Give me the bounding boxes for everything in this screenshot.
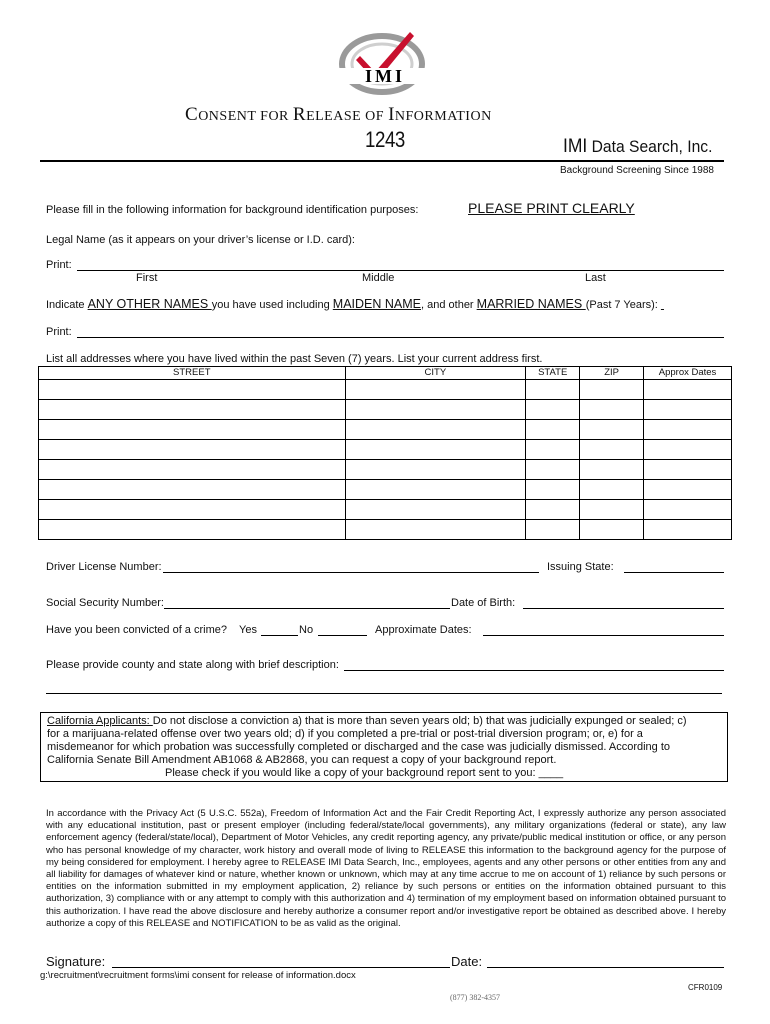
other-names-label: Indicate ANY OTHER NAMES you have used including MAIDEN NAME, and other MARRIED NAMES (Past 7 Years): (46, 297, 661, 311)
ssn-label: Social Security Number: (46, 597, 164, 609)
address-cell-dates[interactable] (644, 480, 732, 500)
print-label: Print: (46, 259, 72, 271)
address-cell-city[interactable] (345, 380, 526, 400)
issuing-state-field[interactable] (624, 572, 724, 573)
signature-date-label: Date: (451, 954, 483, 969)
address-cell-state[interactable] (526, 420, 580, 440)
address-cell-dates[interactable] (644, 380, 732, 400)
phone-number: (877) 382-4357 (450, 993, 500, 1002)
address-row (39, 500, 732, 520)
address-cell-street[interactable] (39, 400, 346, 420)
address-row (39, 400, 732, 420)
middle-name-caption: Middle (362, 272, 395, 284)
first-name-caption: First (136, 272, 158, 284)
copy-request-checkbox-line[interactable]: Please check if you would like a copy of your background report sent to you: ____ (165, 767, 564, 779)
address-cell-street[interactable] (39, 440, 346, 460)
logo-text: IMI (365, 66, 405, 86)
address-cell-state[interactable] (526, 460, 580, 480)
county-description-label: Please provide county and state along with brief description: (46, 659, 339, 671)
column-approx-dates: Approx Dates (644, 367, 732, 380)
signature-field[interactable] (112, 967, 450, 968)
address-cell-dates[interactable] (644, 460, 732, 480)
address-cell-street[interactable] (39, 420, 346, 440)
dob-field[interactable] (523, 608, 724, 609)
address-cell-zip[interactable] (580, 520, 644, 540)
address-row (39, 440, 732, 460)
address-cell-city[interactable] (345, 520, 526, 540)
company-tagline: Background Screening Since 1988 (560, 165, 714, 176)
address-table (38, 366, 732, 540)
address-cell-street[interactable] (39, 480, 346, 500)
address-cell-dates[interactable] (644, 420, 732, 440)
address-cell-state[interactable] (526, 400, 580, 420)
form-number: 1243 (365, 127, 405, 152)
print-clearly-note: PLEASE PRINT CLEARLY (468, 200, 635, 216)
authorization-paragraph: In accordance with the Privacy Act (5 U.S.C. 552a), Freedom of Information Act and the Fair Credit Reporting Act, I expressly authorize any person associated with any educational institution, past or present employer (including federal/state/local governments), any military organizations (federal or state), any law enforcement agency (federal/state/local), Department of Motor Vehicles, any credit reporting agency, any private/public medical institution or office, or any person who has personal knowledge of my character, work history and overall mode of living to RELEASE this information to the background agency for the purpose of my being considered for employment. I hereby agree to RELEASE IMI Data Search, Inc., employees, agents and any other persons or other entities from any and all liability for damages of whatever kind or nature, whether known or unknown, which may at any time accrue to me on account of 1) reliance by such persons or entities on the information submitted in my employment application, 2) reliance by such persons or entities on the information obtained pursuant to this authorization, 3) compliance with or any attempt to comply with this authorization and 4) termination of my employment based on information obtained pursuant to this authorization. I have read the above disclosure and hereby authorize a consumer report and/or investigative report be obtained as described above. I hereby authorize a copy of this RELEASE and NOTIFICATION to be as valid as the original. (46, 808, 726, 929)
approximate-dates-label: Approximate Dates: (375, 624, 472, 636)
address-row (39, 460, 732, 480)
conviction-yes-field[interactable] (261, 635, 298, 636)
county-description-field[interactable] (344, 670, 724, 671)
last-name-caption: Last (585, 272, 606, 284)
legal-name-label: Legal Name (as it appears on your driver’s license or I.D. card): (46, 234, 355, 246)
file-path: g:\recruitment\recruitment forms\imi consent for release of information.docx (40, 970, 356, 981)
conviction-question: Have you been convicted of a crime? (46, 624, 227, 636)
column-zip: ZIP (580, 367, 644, 380)
address-cell-dates[interactable] (644, 400, 732, 420)
address-cell-city[interactable] (345, 440, 526, 460)
column-state: STATE (526, 367, 580, 380)
address-cell-city[interactable] (345, 460, 526, 480)
conviction-no-field[interactable] (318, 635, 367, 636)
other-names-print-label: Print: (46, 326, 72, 338)
conviction-no-label: No (299, 624, 314, 636)
instructions-text: Please fill in the following information for background identification purposes: (46, 204, 419, 216)
form-code: CFR0109 (688, 983, 723, 992)
driver-license-field[interactable] (163, 572, 539, 573)
address-cell-state[interactable] (526, 440, 580, 460)
address-cell-street[interactable] (39, 380, 346, 400)
driver-license-label: Driver License Number: (46, 561, 162, 573)
address-cell-zip[interactable] (580, 400, 644, 420)
column-street: STREET (39, 367, 346, 380)
approximate-dates-field[interactable] (483, 635, 724, 636)
column-city: CITY (345, 367, 526, 380)
address-cell-state[interactable] (526, 480, 580, 500)
address-cell-street[interactable] (39, 500, 346, 520)
address-cell-city[interactable] (345, 420, 526, 440)
address-cell-state[interactable] (526, 500, 580, 520)
address-cell-dates[interactable] (644, 520, 732, 540)
signature-label: Signature: (46, 954, 106, 969)
address-cell-city[interactable] (345, 500, 526, 520)
address-cell-city[interactable] (345, 400, 526, 420)
address-cell-dates[interactable] (644, 440, 732, 460)
signature-date-field[interactable] (487, 967, 724, 968)
address-cell-street[interactable] (39, 460, 346, 480)
california-line-4: California Senate Bill Amendment AB1068 & AB2868, you can request a copy of your background report. (47, 754, 557, 766)
california-line-1: California Applicants: Do not disclose a conviction a) that is more than seven years old; b) that was judicially expunged or sealed; c) (47, 715, 687, 727)
address-row (39, 480, 732, 500)
company-name: IMI Data Search, Inc. (563, 136, 713, 157)
address-cell-zip[interactable] (580, 380, 644, 400)
county-description-field-2[interactable] (46, 693, 722, 694)
legal-name-field[interactable] (77, 270, 724, 271)
imi-logo (330, 26, 440, 98)
issuing-state-label: Issuing State: (547, 561, 614, 573)
address-cell-dates[interactable] (644, 500, 732, 520)
address-cell-zip[interactable] (580, 500, 644, 520)
california-line-3: misdemeanor for which probation was successfully completed or discharged and the case was judicially dismissed. According to (47, 741, 671, 753)
addresses-label: List all addresses where you have lived within the past Seven (7) years. List your current address first. (46, 353, 543, 365)
ssn-field[interactable] (164, 608, 450, 609)
california-heading: California Applicants: (47, 715, 153, 727)
address-header-row (39, 367, 732, 380)
address-cell-zip[interactable] (580, 480, 644, 500)
address-cell-city[interactable] (345, 480, 526, 500)
header-divider (40, 160, 724, 162)
california-line-2: for a marijuana-related offense over two years old; d) if you completed a pre-trial or post-trial diversion program; or, e) for a (47, 728, 643, 740)
address-cell-street[interactable] (39, 520, 346, 540)
california-applicants-box (40, 712, 728, 782)
address-row (39, 380, 732, 400)
address-cell-zip[interactable] (580, 460, 644, 480)
dob-label: Date of Birth: (451, 597, 516, 609)
address-cell-zip[interactable] (580, 440, 644, 460)
form-title: CONSENT FOR RELEASE OF INFORMATION (185, 104, 492, 125)
conviction-yes-label: Yes (239, 624, 257, 636)
address-cell-zip[interactable] (580, 420, 644, 440)
address-row (39, 520, 732, 540)
address-row (39, 420, 732, 440)
other-names-field[interactable] (77, 337, 724, 338)
address-cell-state[interactable] (526, 380, 580, 400)
address-cell-state[interactable] (526, 520, 580, 540)
